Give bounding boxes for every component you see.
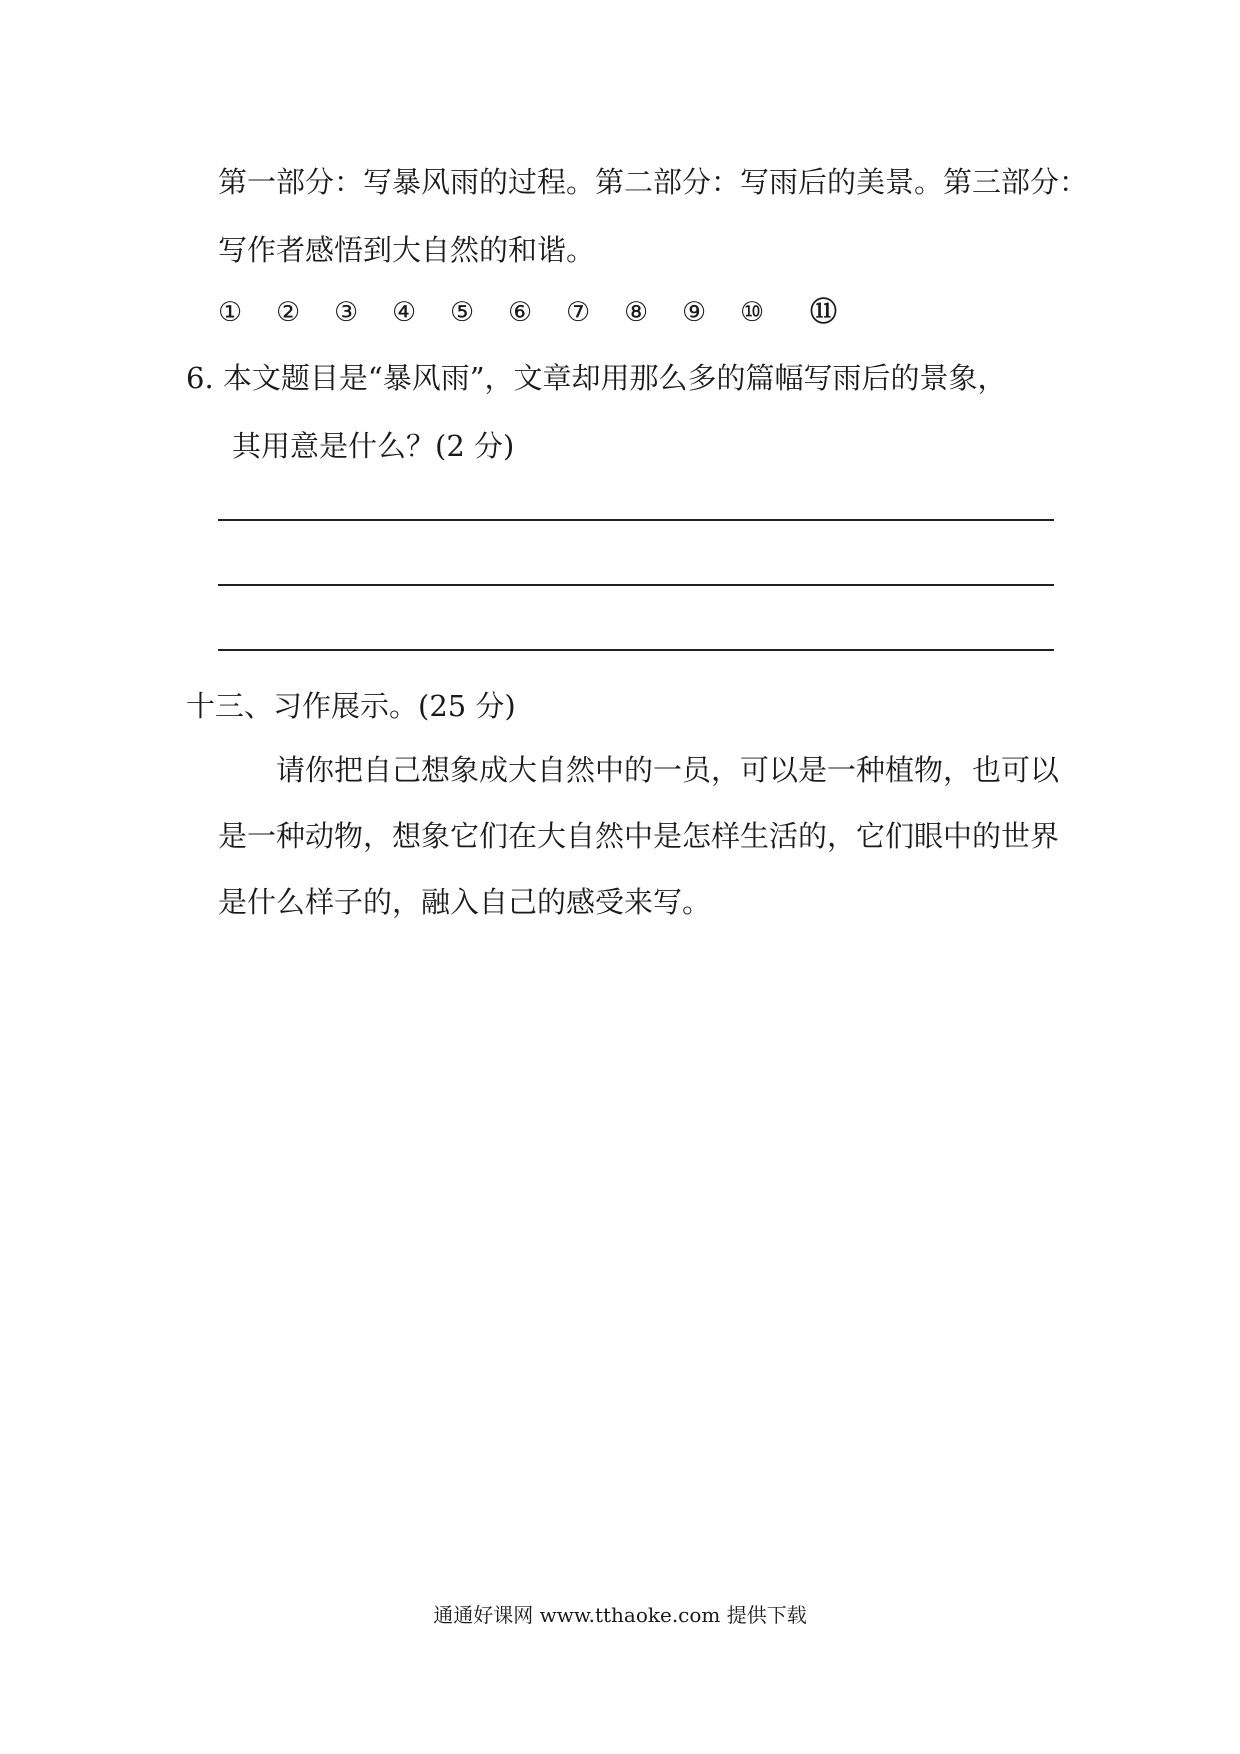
- answer-line-2: 写作者感悟到大自然的和谐。: [218, 233, 596, 267]
- section-13-line-1: 请你把自己想象成大自然中的一员，可以是一种植物，也可以: [276, 753, 1060, 787]
- marker-10: ⑩: [740, 297, 765, 328]
- marker-6: ⑥: [508, 297, 533, 328]
- section-13-line-2: 是一种动物，想象它们在大自然中是怎样生活的，它们眼中的世界: [218, 819, 1060, 853]
- question-6-line-1: 6. 本文题目是“暴风雨”，文章却用那么多的篇幅写雨后的景象，: [186, 361, 1007, 395]
- marker-9: ⑨: [682, 297, 707, 328]
- answer-writing-line-1[interactable]: [218, 519, 1054, 521]
- question-6-line-2: 其用意是什么？(2 分): [232, 429, 515, 463]
- answer-writing-line-3[interactable]: [218, 649, 1054, 651]
- page-footer: 通通好课网 www.tthaoke.com 提供下载: [433, 1603, 807, 1627]
- marker-7: ⑦: [566, 297, 591, 328]
- marker-11: ⑪: [810, 297, 837, 328]
- answer-writing-line-2[interactable]: [218, 584, 1054, 586]
- answer-line-1: 第一部分：写暴风雨的过程。第二部分：写雨后的美景。第三部分：: [218, 165, 1089, 199]
- section-13-heading: 十三、习作展示。(25 分): [186, 689, 516, 723]
- marker-3: ③: [334, 297, 359, 328]
- paragraph-markers: [218, 295, 868, 331]
- marker-4: ④: [392, 297, 417, 328]
- marker-8: ⑧: [624, 297, 649, 328]
- marker-2: ②: [276, 297, 301, 328]
- marker-5: ⑤: [450, 297, 475, 328]
- section-13-line-3: 是什么样子的，融入自己的感受来写。: [218, 885, 712, 919]
- marker-1: ①: [218, 297, 243, 328]
